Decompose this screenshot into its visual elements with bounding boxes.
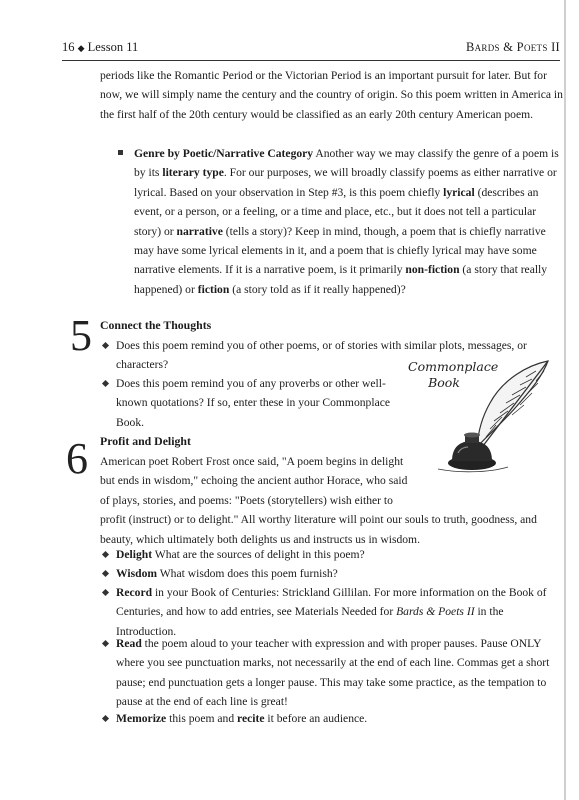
- square-bullet-icon: [118, 150, 123, 155]
- delight-text: What are the sources of delight in this poem?: [152, 548, 365, 561]
- genre-text-2: . For our purposes, we will broadly classify poems as either narrative or lyrical. Based on your observation in Step #3, is this poem chiefly: [134, 166, 557, 199]
- record-label: Record: [116, 586, 153, 599]
- page-header: [62, 40, 560, 58]
- book-title: Bards & Poets II: [465, 40, 560, 54]
- genre-heading: Genre by Poetic/Narrative Category: [134, 147, 314, 160]
- lesson-label: Lesson 11: [87, 40, 139, 54]
- fiction-term: fiction: [197, 282, 230, 296]
- non-fiction-term: non-fiction: [405, 263, 460, 277]
- genre-text-4: (tells a story)? Keep in mind, though, a poem that is chiefly narrative may have some lyrical elements in it, and a poem that is chiefly lyrical may have some narrative elements. If it is a narrative poem, is it primarily: [134, 224, 546, 277]
- section-number-5: 5: [70, 311, 92, 360]
- section-6-heading: Profit and Delight: [100, 434, 191, 448]
- record-text: in your Book of Centuries: Strickland Gillilan. For more information on the Book of Centuries, and how to add entries, see Materials Needed for: [116, 586, 547, 619]
- wisdom-label: Wisdom: [116, 567, 158, 580]
- lyrical-term: lyrical: [443, 185, 475, 199]
- section-5-heading: Connect the Thoughts: [100, 318, 212, 332]
- genre-text-6: (a story told as if it really happened)?: [229, 282, 406, 296]
- genre-text-1: Another way we may classify the genre of a poem is by its: [134, 147, 559, 180]
- intro-paragraph: periods like the Romantic Period or the Victorian Period is an important pursuit for later. But for now, we will simply name the century and the country of origin. So this poem written in America in the first half of the 20th century would be classified as an early 20th century American poem.: [100, 69, 563, 121]
- wisdom-bullet: [103, 564, 558, 583]
- read-text: the poem aloud to your teacher with expression and with proper pauses. Pause ONLY where you see punctuation marks, not necessarily at the end of each line. Commas get a short pause; end punctuation gets a longer pause. This may take some practice, as the tempation to pause at the end of each line is great!: [116, 637, 550, 709]
- genre-text: [118, 144, 565, 299]
- header-rule: [62, 60, 560, 61]
- header-left: [62, 40, 138, 55]
- memorize-label: Memorize: [116, 712, 167, 725]
- record-book-title: Bards & Poets II: [396, 605, 475, 619]
- memorize-mid: this poem and: [166, 712, 238, 725]
- narrative-term: narrative: [176, 224, 223, 238]
- profit-delight-text: American poet Robert Frost once said, "A poem begins in delight but ends in wisdom," echoing the ancient author Horace, who said of plays, stories, and poems: "Poets (storytellers) wish either to profit (instruct) or to delight." All worthy literature will point our souls to truth, goodness, and beauty, which ultimately both delights us and instructs us in wisdom.: [100, 455, 537, 546]
- section-5-bullet-1-text: Does this poem remind you of other poems, or of stories with similar plots, messages, or characters?: [116, 339, 527, 372]
- genre-text-3: (describes an event, or a person, or a feeling, or a time and place, etc., but it does not tell a particular story) or: [134, 185, 539, 238]
- memorize-bullet: [103, 709, 558, 728]
- read-label: Read: [116, 637, 142, 650]
- wisdom-text: What wisdom does this poem furnish?: [157, 567, 338, 580]
- genre-bullet: [118, 144, 565, 299]
- section-number-6: 6: [66, 434, 88, 483]
- profit-delight-paragraph: [100, 452, 558, 549]
- page-number: 16: [62, 40, 75, 54]
- record-end: in the Introduction.: [116, 605, 504, 638]
- commonplace-title-line-2: Book: [428, 375, 460, 390]
- genre-text-5: (a story that really happened) or: [134, 263, 548, 296]
- commonplace-title-line-1: Commonplace: [408, 359, 499, 374]
- illustration-wrap-spacer: [408, 452, 558, 510]
- memorize-end: it before an audience.: [264, 712, 368, 725]
- read-bullet: [103, 634, 558, 712]
- section-5-bullet-2: [103, 374, 413, 432]
- header-diamond-icon: ◆: [77, 43, 85, 53]
- literary-type-term: literary type: [162, 166, 224, 180]
- recite-label: recite: [237, 712, 265, 725]
- delight-bullet: [103, 545, 558, 564]
- delight-label: Delight: [116, 548, 153, 561]
- section-5-bullet-2-text: Does this poem remind you of any proverbs or other well-known quotations? If so, enter these in your Commonplace Book.: [116, 377, 391, 429]
- record-bullet: [103, 583, 558, 641]
